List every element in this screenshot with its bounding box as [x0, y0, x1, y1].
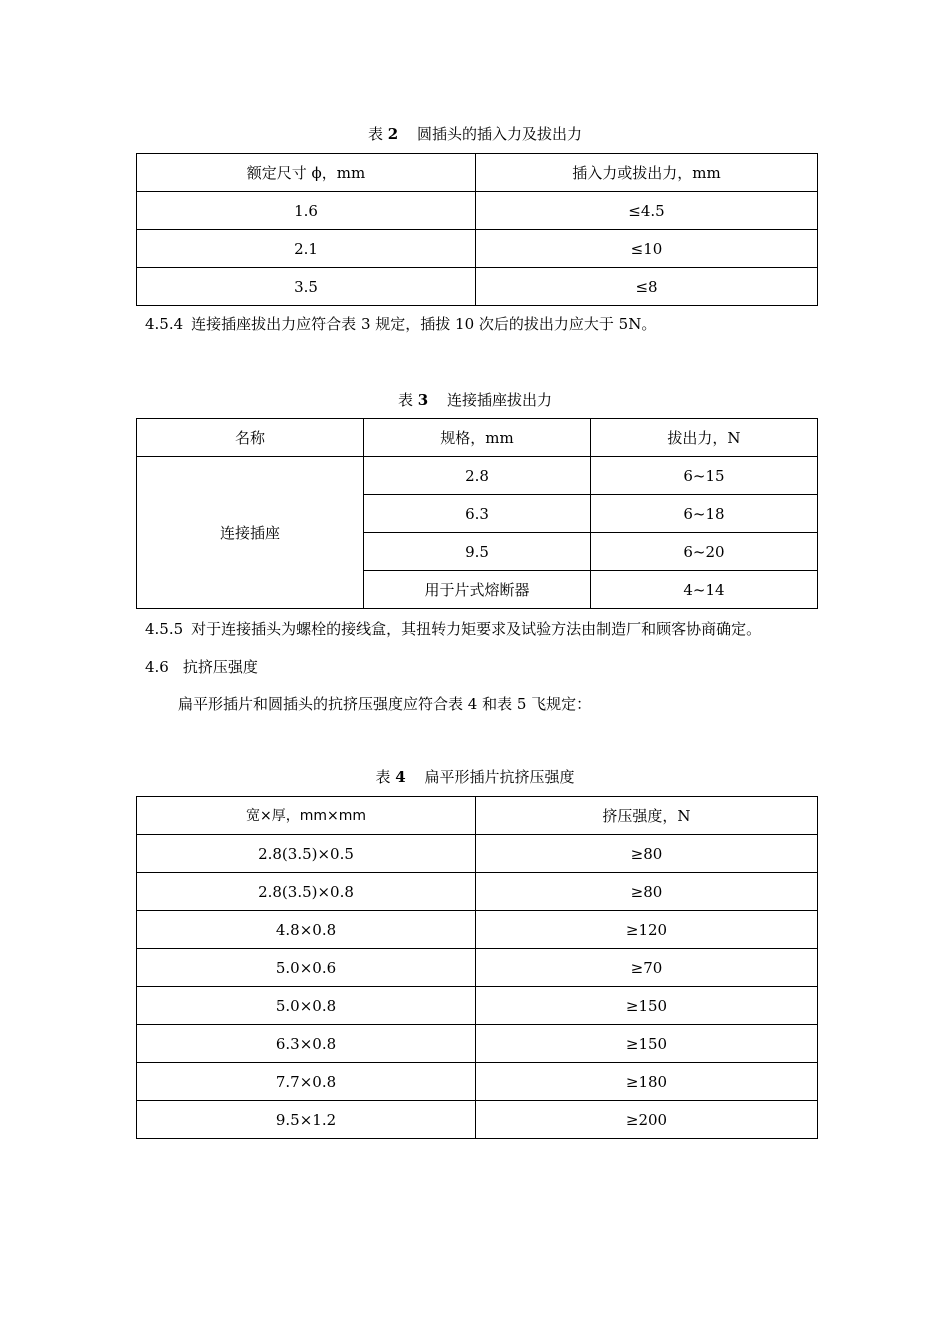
table4-caption [0, 767, 950, 787]
table-cell: 3.5 [137, 268, 476, 306]
table-row [137, 230, 818, 268]
table-header-row [137, 419, 818, 457]
table-row [137, 949, 818, 987]
table-cell: 6~18 [591, 495, 818, 533]
table3 [136, 418, 818, 609]
merged-name-cell: 连接插座 [137, 457, 364, 609]
clause-number: 4.6 [145, 658, 169, 676]
table2-caption [0, 124, 950, 144]
caption-title: 扁平形插片抗挤压强度 [424, 768, 575, 786]
table-cell: ≥150 [476, 987, 818, 1025]
table-row [137, 192, 818, 230]
clause-title: 抗挤压强度 [182, 658, 258, 676]
table4 [136, 796, 818, 1139]
table-row [137, 457, 818, 495]
table-cell: ≥80 [476, 873, 818, 911]
caption-title: 连接插座拔出力 [447, 391, 553, 409]
table-cell: ≥80 [476, 835, 818, 873]
table-cell: ≤10 [476, 230, 818, 268]
table-cell: 2.1 [137, 230, 476, 268]
clause-number: 4.5.5 [145, 620, 184, 638]
table-cell: 9.5 [364, 533, 591, 571]
table-cell: 5.0×0.8 [137, 987, 476, 1025]
table-cell: 5.0×0.6 [137, 949, 476, 987]
header-cell: 规格，mm [364, 419, 591, 457]
caption-number: 4 [395, 768, 406, 786]
caption-number: 3 [417, 391, 429, 409]
table-cell: 2.8(3.5)×0.5 [137, 835, 476, 873]
caption-title: 圆插头的插入力及拔出力 [417, 125, 583, 143]
table-row [137, 835, 818, 873]
table3-caption [0, 390, 950, 410]
header-cell: 拔出力，N [591, 419, 818, 457]
header-cell: 额定尺寸 ϕ，mm [137, 154, 476, 192]
table-row [137, 911, 818, 949]
clause-4-5-5 [145, 619, 761, 639]
clause-4-5-4 [145, 314, 656, 334]
table-cell: 2.8(3.5)×0.8 [137, 873, 476, 911]
table-cell: 6~20 [591, 533, 818, 571]
header-cell: 宽×厚，mm×mm [137, 797, 476, 835]
caption-number: 2 [387, 125, 399, 143]
table-cell: 7.7×0.8 [137, 1063, 476, 1101]
table-row [137, 987, 818, 1025]
table-row [137, 1101, 818, 1139]
table-cell: 2.8 [364, 457, 591, 495]
clause-4-6-heading [145, 657, 258, 677]
paragraph-text: 扁平形插片和圆插头的抗挤压强度应符合表 4 和表 5 飞规定： [178, 695, 592, 713]
table-row [137, 873, 818, 911]
table-cell: 4.8×0.8 [137, 911, 476, 949]
clause-number: 4.5.4 [145, 315, 184, 333]
table-cell: ≤4.5 [476, 192, 818, 230]
caption-label: 表 [367, 125, 383, 143]
table2 [136, 153, 818, 306]
header-cell: 挤压强度，N [476, 797, 818, 835]
table-header-row [137, 154, 818, 192]
table-cell: 4~14 [591, 571, 818, 609]
table-cell: ≥150 [476, 1025, 818, 1063]
table-cell: 用于片式熔断器 [364, 571, 591, 609]
table-cell: 1.6 [137, 192, 476, 230]
caption-label: 表 [375, 768, 391, 786]
table-cell: 6~15 [591, 457, 818, 495]
table-cell: ≥120 [476, 911, 818, 949]
header-cell: 插入力或拔出力，mm [476, 154, 818, 192]
caption-label: 表 [397, 391, 413, 409]
header-cell: 名称 [137, 419, 364, 457]
table-cell: ≥200 [476, 1101, 818, 1139]
table-row [137, 268, 818, 306]
table-cell: 6.3×0.8 [137, 1025, 476, 1063]
paragraph-4-6 [178, 694, 591, 714]
table-row [137, 1025, 818, 1063]
table-row [137, 1063, 818, 1101]
table-cell: ≥70 [476, 949, 818, 987]
table-cell: 6.3 [364, 495, 591, 533]
table-cell: 9.5×1.2 [137, 1101, 476, 1139]
table-header-row [137, 797, 818, 835]
table-cell: ≥180 [476, 1063, 818, 1101]
clause-text: 连接插座拔出力应符合表 3 规定，插拔 10 次后的拔出力应大于 5N。 [191, 315, 657, 333]
table-cell: ≤8 [476, 268, 818, 306]
clause-text: 对于连接插头为螺栓的接线盒，其扭转力矩要求及试验方法由制造厂和顾客协商确定。 [191, 620, 762, 638]
